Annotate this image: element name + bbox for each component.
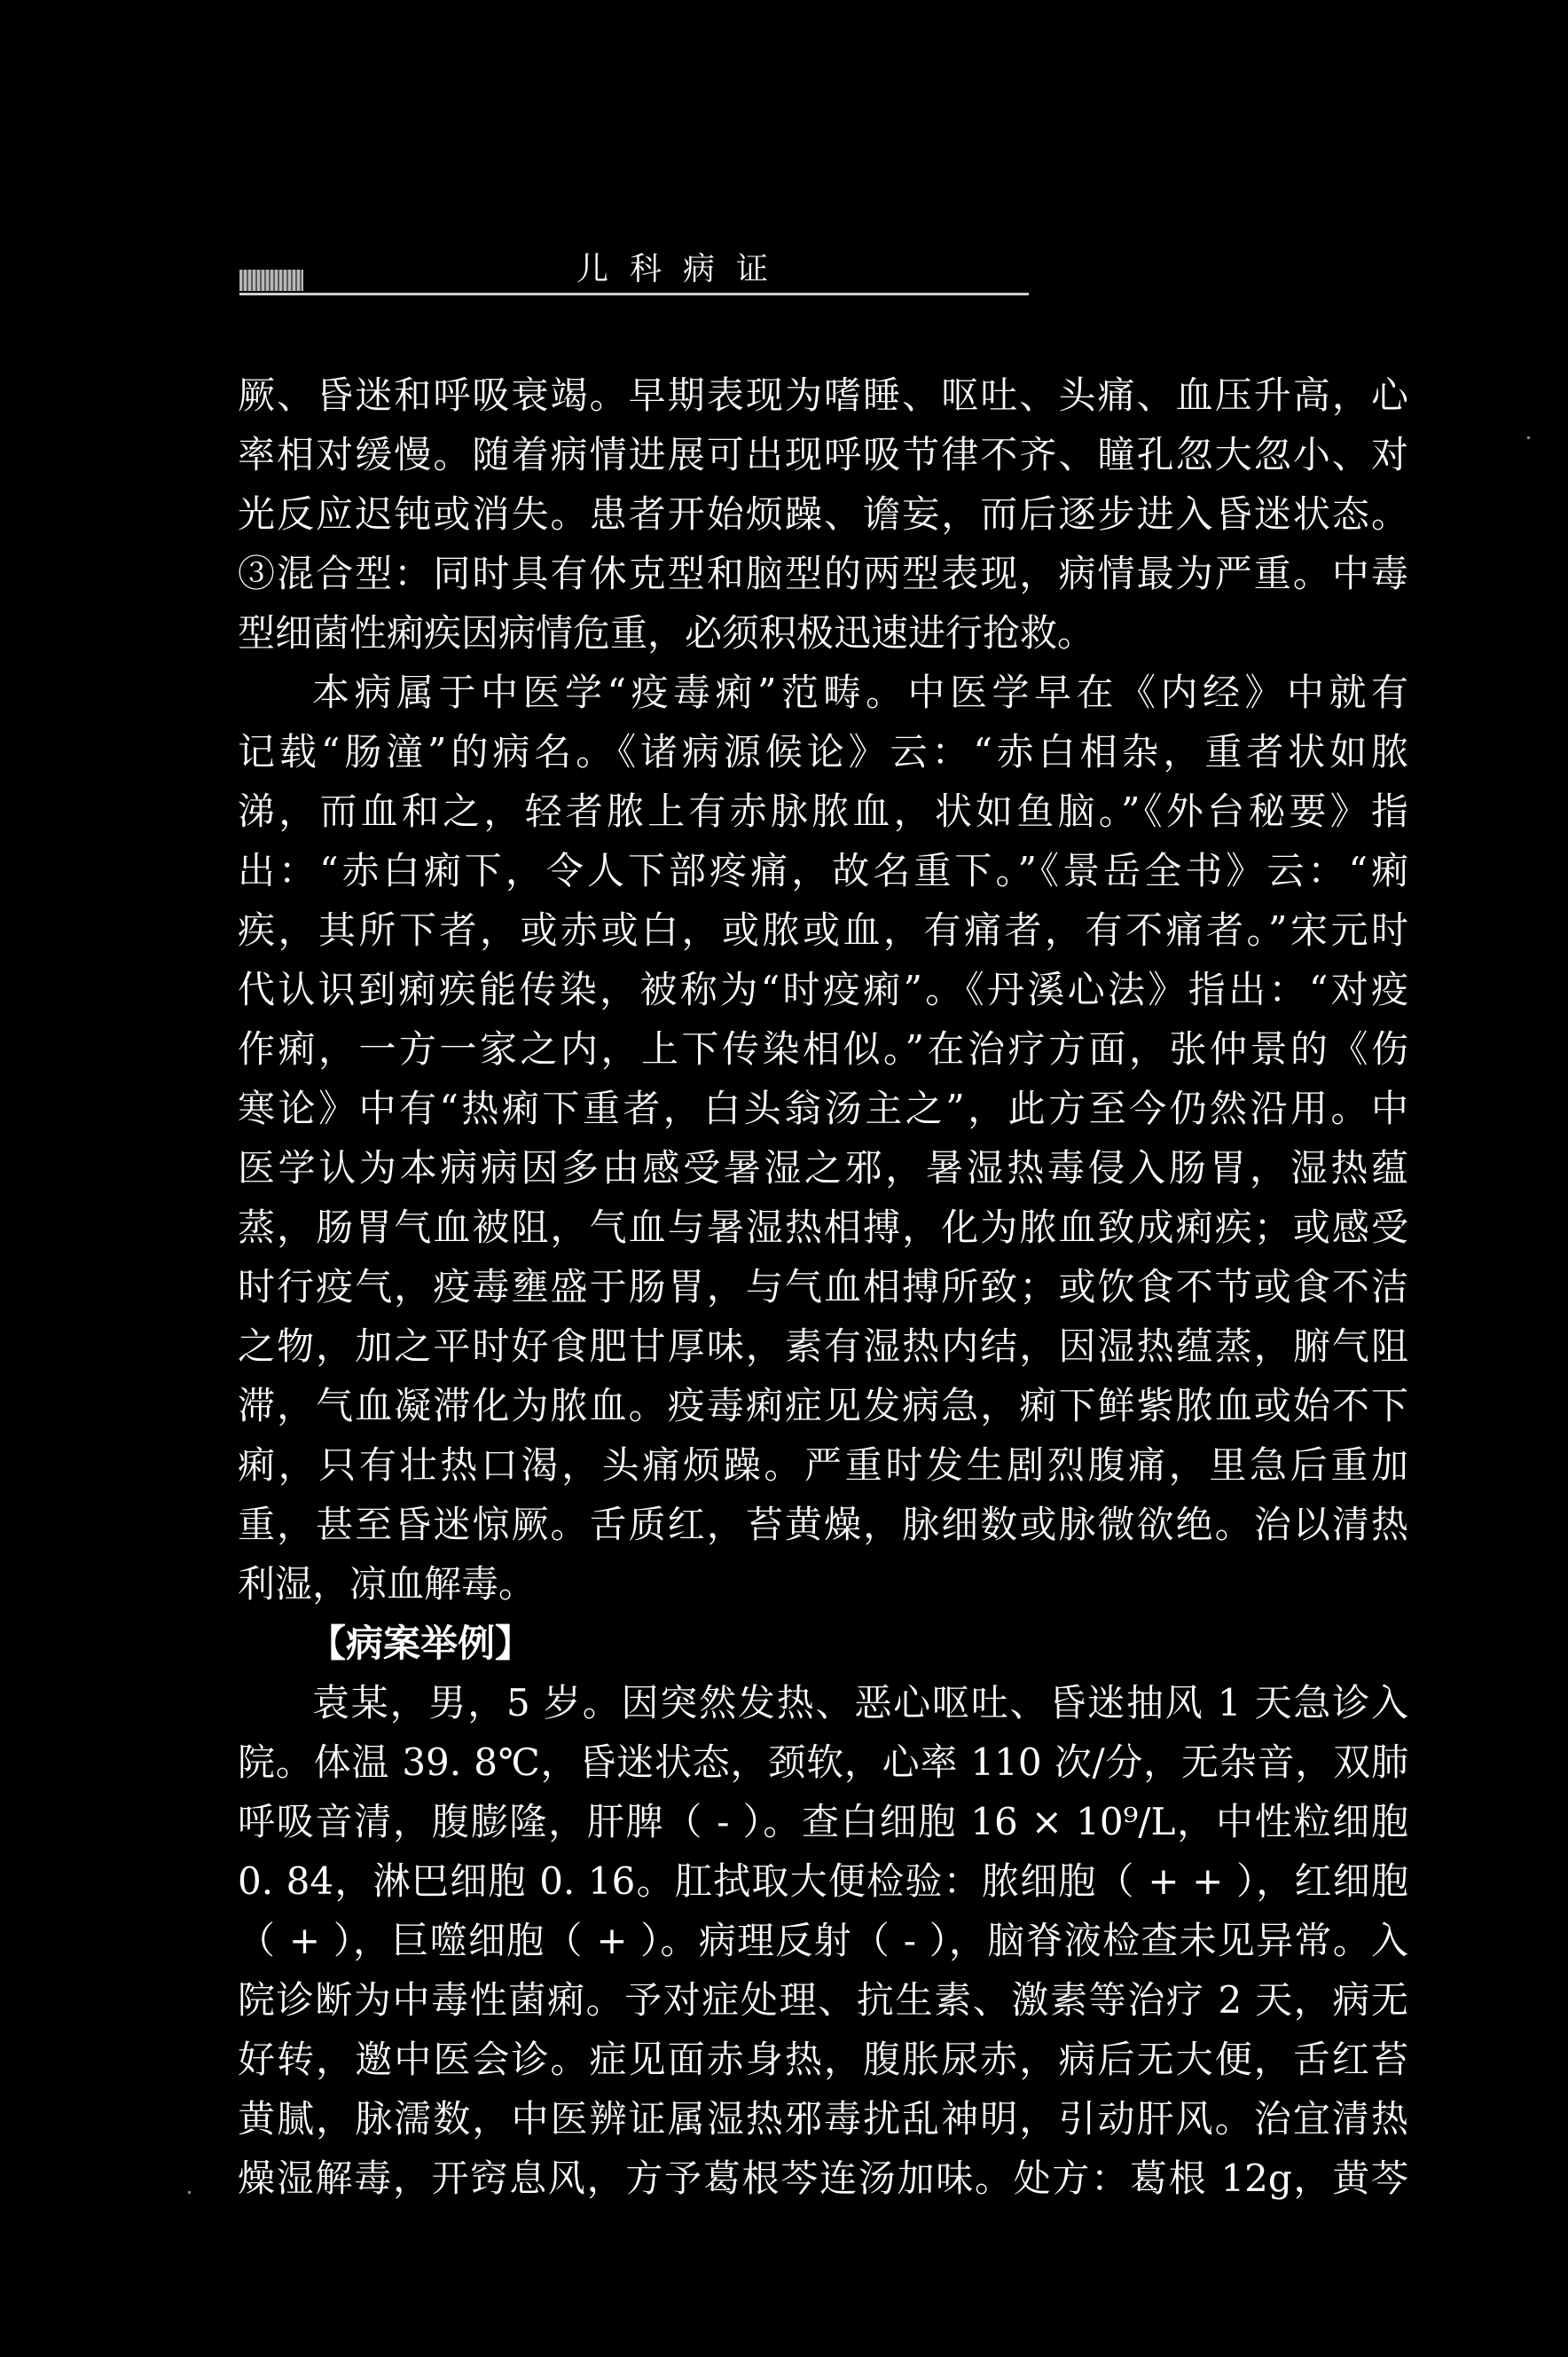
text-line: 呼吸音清，腹膨隆，肝脾（ - ）。查白细胞 16 × 10⁹/L，中性粒细胞 (238, 1800, 1408, 1843)
text-line: 滞，气血凝滞化为脓血。疫毒痢症见发病急，痢下鲜紫脓血或始不下 (238, 1384, 1408, 1427)
text-line: 厥、昏迷和呼吸衰竭。早期表现为嗜睡、呕吐、头痛、血压升高，心 (238, 373, 1408, 417)
scan-speck (1527, 436, 1530, 439)
text-line: 利湿，凉血解毒。 (238, 1562, 537, 1606)
text-line: ③混合型：同时具有休克型和脑型的两型表现，病情最为严重。中毒 (238, 552, 1408, 595)
scan-speck (188, 2191, 191, 2194)
text-line: 之物，加之平时好食肥甘厚味，素有湿热内结，因湿热蕴蒸，腑气阻 (238, 1324, 1408, 1368)
text-line: 本病属于中医学“疫毒痢”范畴。中医学早在《内经》中就有 (312, 671, 1408, 714)
text-line: 袁某，男，5 岁。因突然发热、恶心呕吐、昏迷抽风 1 天急诊入 (312, 1681, 1408, 1725)
text-line: 型细菌性痢疾因病情危重，必须积极迅速进行抢救。 (238, 611, 1095, 655)
text-line: 蒸，肠胃气血被阻，气血与暑湿热相搏，化为脓血致成痢疾；或感受 (238, 1206, 1408, 1249)
running-header-title: 儿科病证 (576, 251, 790, 287)
section-heading: 【病案举例】 (309, 1622, 533, 1665)
text-line: 代认识到痢疾能传染，被称为“时疫痢”。《丹溪心法》指出：“对疫 (238, 968, 1408, 1011)
text-line: 0. 84，淋巴细胞 0. 16。肛拭取大便检验：脓细胞（ + + ），红细胞 (238, 1859, 1408, 1903)
text-line: 作痢，一方一家之内，上下传染相似。”在治疗方面，张仲景的《伤 (238, 1027, 1408, 1071)
text-line: 记载“肠潼”的病名。《诸病源候论》云：“赤白相杂，重者状如脓 (238, 730, 1408, 774)
text-line: 光反应迟钝或消失。患者开始烦躁、谵妄，而后逐步进入昏迷状态。 (238, 492, 1408, 536)
text-line: 医学认为本病病因多由感受暑湿之邪，暑湿热毒侵入肠胃，湿热蕴 (238, 1146, 1408, 1190)
text-line: 出：“赤白痢下，令人下部疼痛，故名重下。”《景岳全书》云：“痢 (238, 849, 1408, 892)
text-line: 好转，邀中医会诊。症见面赤身热，腹胀尿赤，病后无大便，舌红苔 (238, 2038, 1408, 2081)
header-rule (239, 293, 1029, 295)
text-line: 率相对缓慢。随着病情进展可出现呼吸节律不齐、瞳孔忽大忽小、对 (238, 433, 1408, 476)
text-line: 痢，只有壮热口渴，头痛烦躁。严重时发生剧烈腹痛，里急后重加 (238, 1443, 1408, 1487)
body-text (238, 365, 1408, 2208)
text-line: 黄腻，脉濡数，中医辨证属湿热邪毒扰乱神明，引动肝风。治宜清热 (238, 2097, 1408, 2141)
text-line: 疾，其所下者，或赤或白，或脓或血，有痛者，有不痛者。”宋元时 (238, 908, 1408, 952)
text-line: 寒论》中有“热痢下重者，白头翁汤主之”，此方至今仍然沿用。中 (238, 1087, 1408, 1130)
text-line: 院。体温 39. 8℃，昏迷状态，颈软，心率 110 次/分，无杂音，双肺 (238, 1740, 1408, 1784)
text-line: （ + ），巨噬细胞（ + ）。病理反射（ - ），脑脊液检查未见异常。入 (238, 1919, 1408, 1962)
running-header (239, 250, 1029, 303)
text-line: 时行疫气，疫毒壅盛于肠胃，与气血相搏所致；或饮食不节或食不洁 (238, 1265, 1408, 1308)
text-line: 涕，而血和之，轻者脓上有赤脉脓血，状如鱼脑。”《外台秘要》指 (238, 790, 1408, 833)
text-line: 燥湿解毒，开窍息风，方予葛根芩连汤加味。处方：葛根 12g，黄芩 (238, 2157, 1408, 2200)
text-line: 重，甚至昏迷惊厥。舌质红，苔黄燥，脉细数或脉微欲绝。治以清热 (238, 1503, 1408, 1546)
text-line: 院诊断为中毒性菌痢。予对症处理、抗生素、激素等治疗 2 天，病无 (238, 1978, 1408, 2022)
header-ornament (239, 270, 303, 291)
